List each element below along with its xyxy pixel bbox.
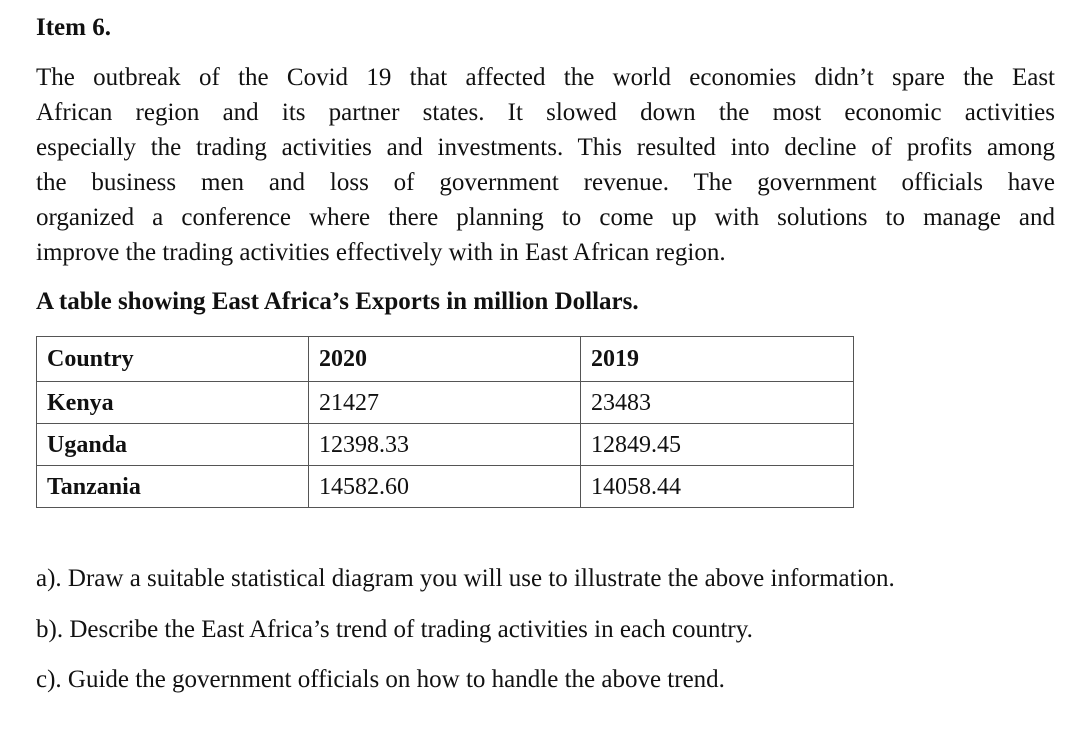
- paragraph-line: the business men and loss of government revenue. The government officials have: [36, 169, 1055, 196]
- value-cell-2020: 12398.33: [309, 424, 581, 466]
- paragraph-line: especially the trading activities and investments. This resulted into decline of profits among: [36, 134, 1055, 161]
- question-b: b). Describe the East Africa’s trend of trading activities in each country.: [36, 616, 753, 643]
- question-a: a). Draw a suitable statistical diagram you will use to illustrate the above information.: [36, 565, 895, 592]
- paragraph-line: The outbreak of the Covid 19 that affected the world economies didn’t spare the East: [36, 64, 1055, 91]
- header-cell-2020: 2020: [309, 337, 581, 382]
- table-row: [37, 466, 854, 508]
- table-row: [37, 382, 854, 424]
- value-cell-2019: 23483: [581, 382, 854, 424]
- header-cell-country: Country: [37, 337, 309, 382]
- paragraph-line: African region and its partner states. It slowed down the most economic activities: [36, 99, 1055, 126]
- table-header-row: [37, 337, 854, 382]
- table-caption: A table showing East Africa’s Exports in million Dollars.: [36, 288, 639, 315]
- paragraph-line: improve the trading activities effectively with in East African region.: [36, 239, 726, 266]
- exports-table: [36, 336, 854, 508]
- country-cell: Tanzania: [37, 466, 309, 508]
- item-title: Item 6.: [36, 14, 111, 41]
- table-row: [37, 424, 854, 466]
- question-c: c). Guide the government officials on how to handle the above trend.: [36, 666, 725, 693]
- value-cell-2020: 21427: [309, 382, 581, 424]
- country-cell: Kenya: [37, 382, 309, 424]
- country-cell: Uganda: [37, 424, 309, 466]
- value-cell-2019: 12849.45: [581, 424, 854, 466]
- header-cell-2019: 2019: [581, 337, 854, 382]
- value-cell-2020: 14582.60: [309, 466, 581, 508]
- paragraph-line: organized a conference where there planning to come up with solutions to manage and: [36, 204, 1055, 231]
- value-cell-2019: 14058.44: [581, 466, 854, 508]
